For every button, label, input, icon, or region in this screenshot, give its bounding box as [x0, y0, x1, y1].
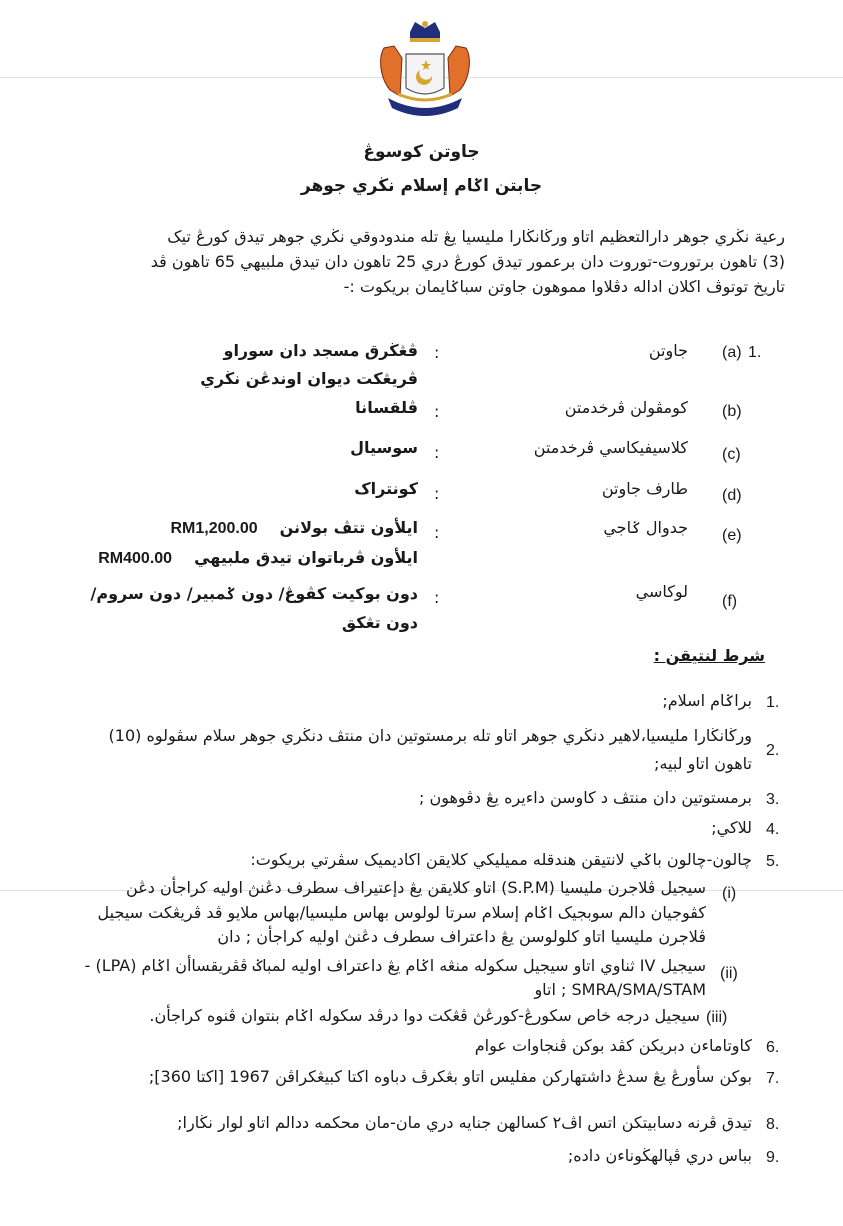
item-number: 8.	[766, 1116, 780, 1133]
row-colon: :	[434, 343, 440, 362]
row-label: جاوتن	[648, 341, 688, 360]
sub-item-number: (iii)	[706, 1009, 728, 1026]
intro-line: رعية نڬري جوهر دارالتعظيم اتاو ورڬانڬارا مليسيا يڠ تله مندودوقي نڬري جوهر تيدق کورڠ تيک	[167, 227, 785, 246]
row-colon: :	[434, 443, 440, 462]
allowance-row	[98, 548, 418, 569]
document-title: جاوتن کوسوڠ	[363, 142, 480, 162]
sub-item-text: کڤوجيان دالم سوبجيک اݢام إسلام سرتا لولوس بهاس مليسيا/بهاس ملايو ڤد ڤريڠکت سيجيل	[97, 903, 706, 922]
item-text: تاهون اتاو لبيه;	[654, 754, 752, 773]
row-letter: (a)	[722, 344, 742, 361]
conditions-heading: شرط لنتيقن :	[653, 646, 765, 665]
row-value: کونتراک	[354, 479, 418, 498]
row-value: ايلأون ڤرباتوان تيدق ملبيهي	[194, 548, 418, 567]
item-text: للاکي;	[711, 818, 752, 837]
intro-line: تاريخ توتوڤ اکلان اداله دڤلاوا مموهون جاوتن سباݢايمان بريکوت :-	[343, 277, 785, 296]
row-label: طارف جاوتن	[601, 479, 688, 498]
row-value: ڤريڠکت ديوان اوندڠن نڬري	[200, 369, 418, 388]
row-letter: (b)	[722, 403, 742, 420]
allowance-amount: RM400.00	[98, 550, 173, 567]
item-text: ورڬانڬارا مليسيا،لاهير دنڬري جوهر اتاو تله برمستوتين دان منتڤ دنڬري جوهر سلام سڤولوه (10)	[108, 726, 752, 745]
row-value: ڤڠڬرق مسجد دان سوراو	[223, 341, 418, 360]
row-label: کومڤولن ڤرخدمتن	[564, 398, 688, 417]
row-colon: :	[434, 588, 440, 607]
item-number: 3.	[766, 791, 780, 808]
row-letter: (e)	[722, 527, 742, 544]
item-number: 6.	[766, 1039, 780, 1056]
row-value: ايلأون تتڤ بولانن	[279, 518, 418, 537]
item-text: بوکن سأورڠ يڠ سدڠ داشتهارکن مفليس اتاو بڠکرڤ دباوه اکتا کبيڠکراڤن 1967 [اکتا 360];	[148, 1067, 752, 1086]
sub-item-text: سيجيل ڤلاجرن مليسيا (S.P.M) اتاو کلايقن يڠ دإعتيراف سطرف دڠنڽ اوليه کراجأن دڠن	[126, 878, 706, 897]
item-text: چالون-چالون باݢي لانتيقن هندقله مميليکي کلايقن اکاديميک سڤرتي بريکوت:	[250, 850, 752, 869]
row-colon: :	[434, 484, 440, 503]
sub-item-number: (i)	[722, 885, 737, 902]
item-text: بباس دري ڤڽالهڬوناءن داده;	[567, 1146, 752, 1165]
sub-item-text: سيجيل IV ثناوي اتاو سيجيل سکوله منڠه اݢام يڠ داعتراف اوليه لمباݢ ڤڤريقساأن اݢام (LPA) -	[84, 956, 706, 975]
johor-crest-logo	[370, 18, 480, 118]
intro-line: (3) تاهون برتوروت-توروت دان برعمور تيدق کورڠ دري 25 تاهون دان تيدق ملبيهي 65 تاهون ڤد	[150, 252, 785, 271]
item-text: تيدق ڤرنه دسابيتکن اتس اڤ٢ کسالهن جنايه دري مان-مان محکمه ددالم اتاو لوار نڬارا;	[177, 1113, 752, 1132]
sub-item-text: ڤلاجرن مليسيا اتاو کلولوسن يڠ داعتراف سطرف دڠنڽ اوليه کراجأن ; دان	[217, 927, 706, 946]
sub-item-number: (ii)	[720, 965, 738, 982]
row-letter: (f)	[722, 593, 738, 610]
item-number: 1.	[766, 694, 780, 711]
row-value: سوسيال	[350, 438, 418, 457]
row-value: دون بوکيت کڤوڠ/ دون ݢمبير/ دون سروم/	[90, 584, 418, 603]
row-label: جدوال ݢاجي	[603, 518, 688, 537]
item-text: برمستوتين دان منتڤ د کاوسن داءيره يڠ دڤوهون ;	[418, 788, 752, 807]
row-label: کلاسيفيکاسي ڤرخدمتن	[533, 438, 688, 457]
salary-amount: RM1,200.00	[170, 520, 258, 537]
sub-item-text: سيجيل درجه خاص سکورڠ-کورڠڽ ڤڠکت دوا درڤد سکوله اݢام بنتوان ڤنوه کراجأن.	[149, 1006, 700, 1025]
row-value: ڤلقسانا	[355, 398, 418, 417]
item-number: 7.	[766, 1070, 780, 1087]
item-text: کاوتاماءن دبريکن کڤد بوکن ڤنجاوات عوام	[474, 1036, 752, 1055]
item-text: براݢام اسلام;	[662, 691, 752, 710]
salary-row	[170, 518, 418, 539]
section-number: 1.	[748, 344, 762, 361]
row-label: لوکاسي	[635, 582, 688, 601]
row-value: دون تڠکق	[341, 613, 418, 632]
item-number: 5.	[766, 853, 780, 870]
item-number: 9.	[766, 1149, 780, 1166]
row-colon: :	[434, 402, 440, 421]
row-letter: (c)	[722, 446, 741, 463]
sub-item-text: SMRA/SMA/STAM ; اتاو	[534, 980, 706, 999]
item-number: 4.	[766, 821, 780, 838]
row-colon: :	[434, 523, 440, 542]
row-letter: (d)	[722, 487, 742, 504]
document-subtitle: جابتن اݢام إسلام نڬري جوهر	[300, 176, 543, 196]
item-number: 2.	[766, 742, 780, 759]
